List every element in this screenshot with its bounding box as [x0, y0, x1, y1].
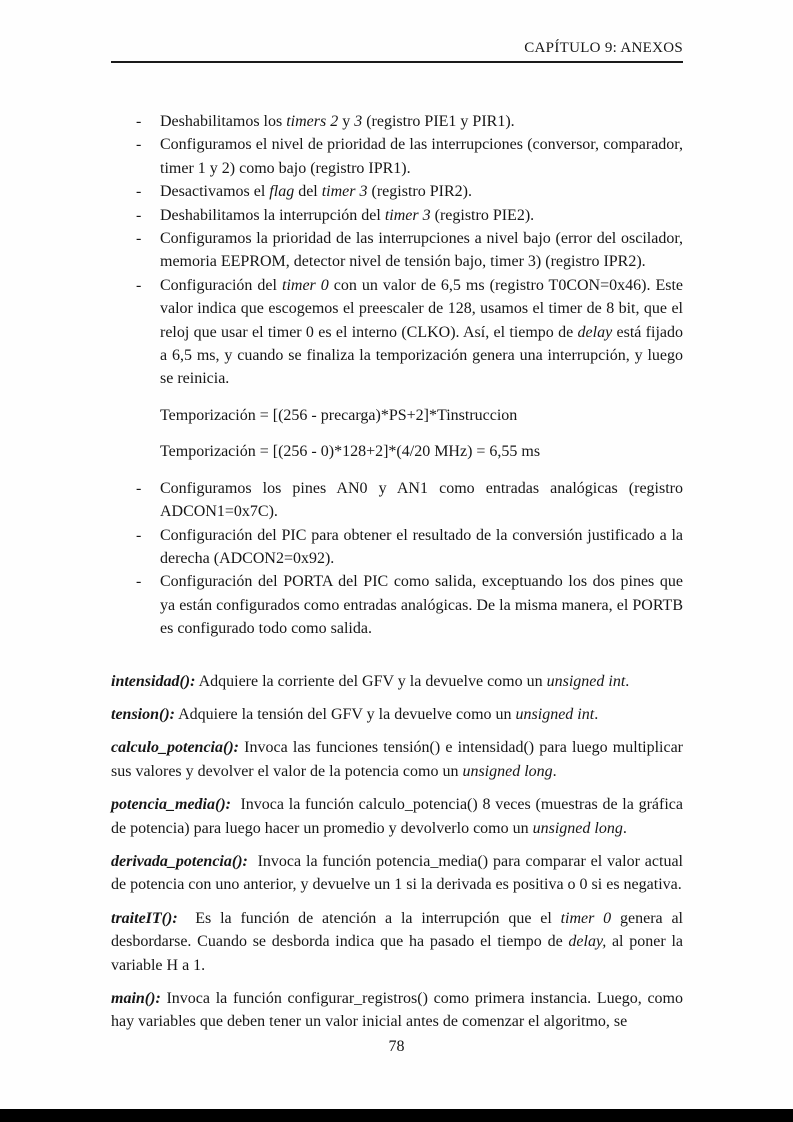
text-segment: Adquiere la tensión del GFV y la devuelve como un [175, 705, 516, 723]
text-segment: Configuramos la prioridad de las interrupciones a nivel bajo (error del oscilador, memoria EEPROM, detector nivel de tensión bajo, timer 3) (registro IPR2). [160, 230, 683, 271]
bullet-dash: - [136, 526, 142, 544]
bullet-text [160, 277, 683, 388]
bullet-text [160, 480, 683, 520]
function-paragraph [111, 736, 683, 783]
bullet-dash: - [136, 230, 142, 248]
bullet-text [160, 230, 683, 270]
text-segment: del [294, 183, 322, 201]
formula-line: Temporización = [(256 - precarga)*PS+2]*Tinstruccion [160, 406, 518, 424]
text-segment: potencia_media(): [111, 796, 231, 814]
text-segment: (registro PIE2). [430, 206, 535, 224]
bullet-text [160, 573, 683, 637]
text-segment: al poner la variable H a 1. [111, 933, 683, 974]
text-segment: y [338, 113, 355, 130]
text-segment: tension(): [111, 705, 175, 723]
text-segment: unsigned int [515, 705, 595, 723]
text-segment: Deshabilitamos los [160, 113, 287, 130]
bullet-item [111, 133, 683, 180]
text-segment: unsigned int [546, 672, 626, 690]
bullet-item [111, 274, 683, 391]
text-segment: timers 2 [286, 113, 339, 130]
bullet-dash: - [136, 183, 142, 201]
text-segment: Configuración del PORTA del PIC como salida, exceptuando los dos pines que ya están configurados como entradas analógicas. De la misma manera, el PORTB es configurado todo como salida. [160, 573, 683, 638]
text-segment: derivada_potencia(): [111, 852, 248, 870]
text-segment: Invoca las funciones tensión() e intensidad() para luego multiplicar sus valores y devolver el valor de la potencia como un [111, 739, 683, 780]
text-segment: está fijado a 6,5 ms, y cuando se finaliza la temporización genera una interrupción, y luego se reinicia. [160, 323, 683, 388]
function-paragraph [111, 907, 683, 977]
chapter-header [111, 40, 683, 63]
bullet-text [160, 207, 534, 224]
bullet-item [111, 227, 683, 274]
text-segment: Configuración del [160, 276, 282, 294]
text-segment: calculo_potencia(): [111, 739, 239, 757]
function-paragraph [111, 987, 683, 1034]
formula-line: Temporización = [(256 - 0)*128+2]*(4/20 MHz) = 6,55 ms [160, 443, 541, 461]
text-segment: unsigned long [532, 819, 623, 837]
text-segment: Adquiere la corriente del GFV y la devuelve como un [195, 672, 547, 690]
text-segment: main(): [111, 990, 161, 1007]
text-segment: genera al desbordarse. Cuando se desborda indica que ha pasado el tiempo de [111, 909, 683, 951]
text-segment: (registro PIE1 y PIR1). [362, 113, 515, 130]
text-segment: Invoca la función configurar_registros() como primera instancia. Luego, como hay variables que deben tener un valor inicial antes de comenzar el algoritmo, se [111, 990, 683, 1031]
text-segment: Es la función de atención a la interrupción que el [177, 909, 561, 927]
bullet-dash: - [136, 479, 142, 497]
text-segment: timer 0 [560, 909, 612, 927]
text-segment: unsigned long [462, 762, 553, 780]
scan-bottom-bar [0, 1109, 793, 1122]
bullet-item [111, 204, 683, 227]
text-segment: delay, [568, 933, 607, 951]
text-segment: Configuración del PIC para obtener el resultado de la conversión justificado a la derecha (ADCON2=0x92). [160, 526, 683, 567]
bullet-item [111, 524, 683, 571]
text-segment: timer 0 [282, 276, 329, 294]
text-segment: flag [269, 183, 295, 201]
text-segment: Invoca la función potencia_media() para comparar el valor actual de potencia con uno anterior, y devuelve un 1 si la derivada es positiva o 0 si es negativa. [111, 852, 683, 894]
text-segment: . [552, 762, 557, 780]
text-segment: traiteIT(): [111, 909, 178, 927]
bullet-dash: - [136, 206, 142, 224]
page-number: 78 [388, 1038, 405, 1055]
bullet-item [111, 477, 683, 524]
function-paragraph [111, 703, 683, 726]
bullet-item [111, 180, 683, 203]
bullet-dash: - [136, 113, 142, 130]
text-segment: Invoca la función calculo_potencia() 8 veces (muestras de la gráfica de potencia) para luego hacer un promedio y devolverlo como un [111, 796, 683, 837]
text-segment: Deshabilitamos la interrupción del [160, 206, 385, 224]
document-content [111, 110, 683, 1034]
text-segment: Configuramos los pines AN0 y AN1 como entradas analógicas (registro ADCON1=0x7C). [160, 479, 683, 521]
chapter-title: CAPÍTULO 9: ANEXOS [524, 40, 683, 56]
bullet-dash: - [136, 136, 142, 154]
text-segment: con un valor de 6,5 ms (registro T0CON=0x46). Este valor indica que escogemos el preescaler de 128, usamos el timer de 8 bit, que el reloj que usar el timer 0 es el interno (CLKO). Así, el tiempo de [160, 276, 684, 341]
text-segment: . [625, 672, 630, 690]
bullet-dash: - [136, 276, 142, 294]
text-segment: timer 3 [321, 183, 368, 201]
text-segment: . [622, 819, 627, 837]
bullet-text [160, 527, 683, 567]
function-paragraph [111, 793, 683, 840]
text-segment: Configuramos el nivel de prioridad de las interrupciones (conversor, comparador, timer 1 y 2) como bajo (registro IPR1). [160, 136, 683, 177]
bullet-item [111, 110, 683, 133]
text-segment: timer 3 [384, 206, 431, 224]
text-segment: intensidad(): [111, 672, 196, 690]
text-segment: Desactivamos el [160, 183, 270, 201]
text-segment: . [594, 705, 599, 723]
bullet-text [160, 136, 683, 176]
bullet-text [160, 113, 515, 130]
text-segment: (registro PIR2). [367, 183, 472, 201]
bullet-text [160, 183, 472, 200]
function-paragraph [111, 670, 683, 693]
bullet-item [111, 570, 683, 640]
text-segment: 3 [354, 113, 363, 130]
bullet-dash: - [136, 573, 142, 591]
text-segment: delay [577, 323, 613, 341]
function-paragraph [111, 850, 683, 897]
